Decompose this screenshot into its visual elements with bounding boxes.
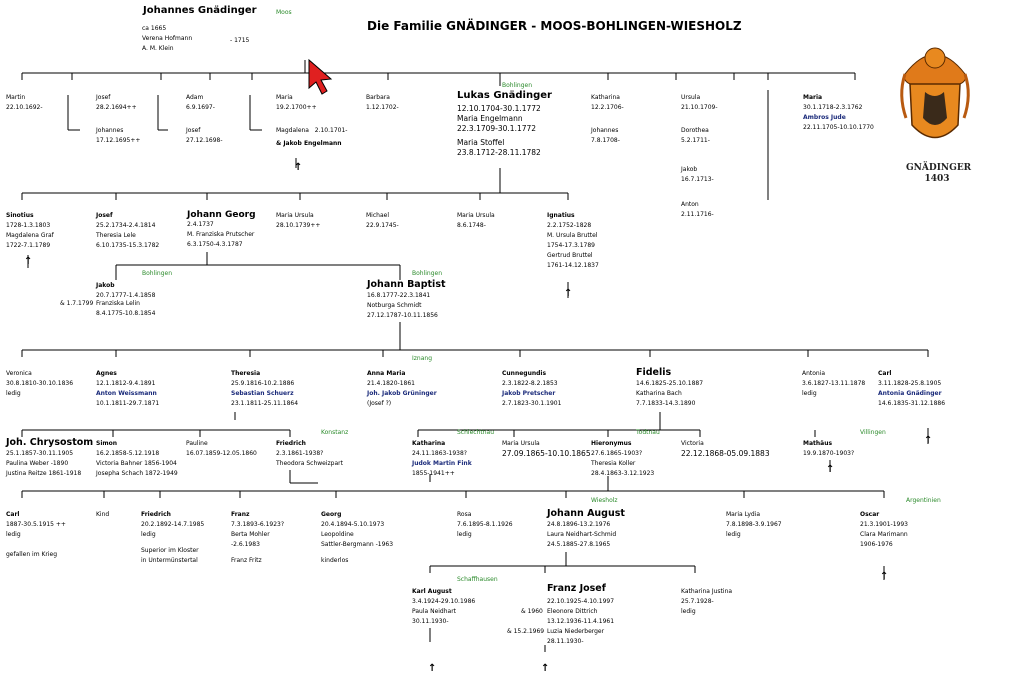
person-card[interactable]: Johannes 7.8.1708- (591, 127, 620, 144)
root-place: Moos (276, 9, 292, 16)
lukas-place: Bohlingen (502, 82, 533, 89)
descendant-marker: ↑ (564, 288, 573, 299)
mouse-cursor-icon (309, 60, 331, 94)
person-card[interactable]: Friedrich 20.2.1892-14.7.1985 ledig Superior im Kloster in Untermünstertal (141, 511, 205, 564)
place-label: Schlechtnau (457, 429, 495, 436)
person-details: 22.10.1925-4.10.1997 (547, 598, 615, 605)
descendant-marker: ↑ (541, 663, 550, 674)
person-card[interactable]: Josef 25.2.1734-2.4.1814 Theresia Lele 6.10.1735-15.3.1782 (96, 212, 160, 249)
person-card[interactable]: Mathäus 19.9.1870-1903? (803, 440, 855, 457)
jakob-place: Bohlingen (142, 270, 173, 277)
person-card[interactable]: Katharina Justina 25.7.1928- ledig (681, 588, 733, 615)
place-label: Schaffhausen (457, 576, 498, 583)
page-title: Die Familie GNÄDINGER - MOOS-BOHLINGEN-WIESHOLZ (367, 19, 742, 33)
person-card[interactable]: Simon 16.2.1858-5.12.1918 Victoria Bahner 1856-1904 Josepha Schach 1872-1949 (96, 440, 178, 477)
person-card[interactable]: Johann Georg 2.4.1737 M. Franziska Prutscher 6.3.1750-4.3.1787 (187, 210, 256, 248)
person-card[interactable]: Adam 6.9.1697- (186, 94, 215, 111)
person-card[interactable]: Katharina 24.11.1863-1938? Judok Martin Fink 1855-1941++ (412, 440, 472, 477)
person-card[interactable]: Maria Lydia 7.8.1898-3.9.1967 ledig (726, 511, 782, 538)
descendant-marker: ↑ (924, 435, 933, 446)
marriage-date: & 15.2.1969 (507, 628, 545, 635)
jb-name[interactable]: Johann Baptist (367, 279, 446, 290)
person-card[interactable]: Agnes 12.1.1812-9.4.1891 Anton Weissmann 10.1.1811-29.7.1871 (96, 370, 160, 407)
place-label: Wiesholz (591, 497, 618, 504)
person-card[interactable]: Maria Ursula 8.6.1748- (457, 212, 495, 229)
lukas-name[interactable]: Lukas Gnädinger (457, 90, 552, 101)
person-card[interactable]: Maria 19.2.1700++ (276, 94, 317, 111)
person-card[interactable]: Anna Maria 21.4.1820-1861 Joh. Jakob Grüninger (Josef ?) (367, 370, 437, 407)
person-card[interactable]: Franz 7.3.1893-6.1923? Berta Mohler -2.6.1983 Franz Fritz (231, 511, 285, 564)
person-card[interactable]: Josef 28.2.1694++ (96, 94, 137, 111)
person-card[interactable]: Anton 2.11.1716- (681, 201, 714, 218)
person-card[interactable]: Sinotius 1728-1.3.1803 Magdalena Graf 1722-7.1.1789 (6, 212, 54, 249)
person-card[interactable]: Ignatius 2.2.1752-1828 M. Ursula Bruttel 1754-17.3.1789 Gertrud Bruttel 1761-14.12.1837 (547, 212, 599, 269)
person-card[interactable]: Carl 3.11.1828-25.8.1905 Antonia Gnädinger 14.6.1835-31.12.1886 (878, 370, 946, 407)
person-card[interactable]: Oscar 21.3.1901-1993 Clara Marimann 1906-1976 (860, 511, 908, 548)
person-card[interactable]: Magdalena 2.10.1701- (276, 127, 348, 134)
person-card[interactable]: Georg 20.4.1894-5.10.1973 Leopoldine Sattler-Bergmann -1963 kinderlos (321, 511, 394, 564)
root-death: - 1715 (230, 37, 250, 44)
spouse-name: & Jakob Engelmann (276, 140, 342, 147)
person-card[interactable]: Katharina 12.2.1706- (591, 94, 624, 111)
person-card[interactable]: Theresia 25.9.1816-10.2.1886 Sebastian Schuerz 23.1.1811-25.11.1864 (231, 370, 299, 407)
place-label: Todtnau (636, 429, 660, 436)
person-card[interactable]: Victoria 22.12.1868-05.09.1883 (681, 440, 770, 458)
marriage-date: & 1.7.1799 (60, 300, 94, 307)
person-card[interactable]: Johannes 17.12.1695++ (96, 127, 141, 144)
descendant-marker: ↑ (428, 663, 437, 674)
person-card[interactable]: Dorothea 5.2.1711- (681, 127, 710, 144)
descendant-marker: ↑ (24, 256, 33, 267)
person-card[interactable]: Veronica 30.8.1810-30.10.1836 ledig (6, 370, 74, 397)
person-name[interactable]: Franz Josef (547, 583, 606, 594)
root-details: ca 1665 Verena Hofmann A. M. Klein (142, 25, 193, 52)
place-label: Konstanz (321, 429, 349, 436)
person-card[interactable]: Karl August 3.4.1924-29.10.1986 Paula Neidhart 30.11.1930- (412, 588, 476, 625)
spouse-details: Eleonore Dittrich 13.12.1936-11.4.1961 (547, 608, 615, 625)
person-card[interactable]: Carl 1887-30.5.1915 ++ ledig gefallen im Krieg (6, 511, 66, 558)
person-card[interactable]: Jakob 16.7.1713- (681, 166, 714, 183)
person-card[interactable]: Pauline 16.07.1859-12.05.1860 (186, 440, 257, 457)
person-card[interactable]: Johann August 24.8.1896-13.2.1976 Laura Neidhart-Schmid 24.5.1885-27.8.1965 (547, 508, 625, 548)
person-card[interactable]: Maria Ursula 27.09.1865-10.10.1865 (502, 440, 591, 458)
person-card[interactable]: Joh. Chrysostom 25.1.1857-30.11.1905 Paulina Weber -1890 Justina Reitze 1861-1918 (6, 437, 94, 477)
spouse-details: Franziska Lelin 8.4.1775-10.8.1854 (96, 300, 156, 317)
coat-of-arms-icon (902, 48, 969, 138)
person-card[interactable]: Rosa 7.6.1895-8.1.1926 ledig (457, 511, 513, 538)
person-card[interactable]: Fidelis 14.6.1825-25.10.1887 Katharina Bach 7.7.1833-14.3.1890 (636, 367, 704, 407)
crest-caption: GNÄDINGER 1403 (906, 163, 972, 184)
jb-details: 16.8.1777-22.3.1841 Notburga Schmidt 27.12.1787-10.11.1856 (367, 292, 438, 319)
person-card[interactable]: Michael 22.9.1745- (366, 212, 399, 229)
person-card[interactable]: Friedrich 2.3.1861-1938? Theodora Schweizpart (276, 440, 343, 467)
person-card[interactable]: Martin 22.10.1692- (6, 94, 43, 111)
descendant-marker: ↑ (294, 162, 303, 173)
person-card[interactable]: Antonia 3.6.1827-13.11.1878 ledig (802, 370, 866, 397)
lukas-details: 12.10.1704-30.1.1772 Maria Engelmann 22.3.1709-30.1.1772 Maria Stoffel 23.8.1712-28.11.1782 (457, 104, 541, 157)
marriage-date: & 1960 (521, 608, 543, 615)
person-card[interactable]: Hieronymus 27.6.1865-1903? Theresia Koller 28.4.1863-3.12.1923 (591, 440, 655, 477)
person-card[interactable]: Ursula 21.10.1709- (681, 94, 718, 111)
descendant-marker: ↑ (880, 571, 889, 582)
person-card[interactable]: Josef 27.12.1698- (186, 127, 223, 144)
spouse-details: Luzia Niederberger 28.11.1930- (547, 628, 605, 645)
iznang-place: Iznang (412, 355, 433, 362)
person-card[interactable]: Maria Ursula 28.10.1739++ (276, 212, 321, 229)
person-card[interactable]: Barbara 1.12.1702- (366, 94, 399, 111)
person-card[interactable]: Maria 30.1.1718-2.3.1762 Ambros Jude 22.11.1705-10.10.1770 (803, 94, 874, 131)
person-card[interactable]: Kind (96, 511, 110, 518)
jb-place: Bohlingen (412, 270, 443, 277)
descendant-marker: ↑ (826, 464, 835, 475)
place-label: Argentinien (906, 497, 941, 504)
person-card[interactable]: Jakob 20.7.1777-1.4.1858 (96, 282, 156, 299)
root-name[interactable]: Johannes Gnädinger (143, 5, 257, 16)
place-label: Villingen (860, 429, 886, 436)
person-card[interactable]: Cunnegundis 2.3.1822-8.2.1853 Jakob Pretscher 2.7.1823-30.1.1901 (502, 370, 562, 407)
